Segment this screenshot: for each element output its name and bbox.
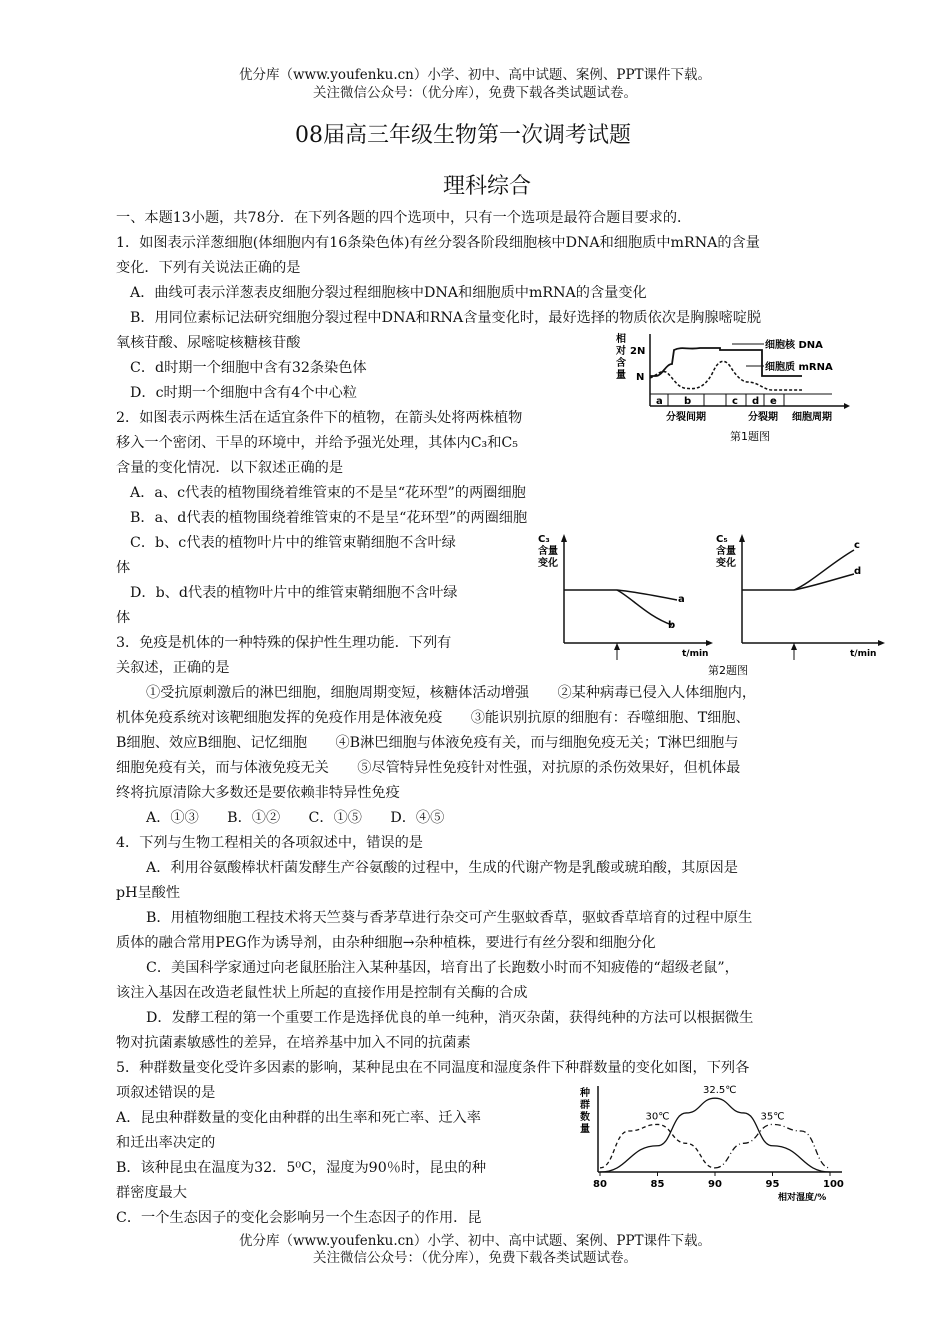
fig5-tick-label: 80 xyxy=(593,1179,607,1190)
q3-stem-1: 3．免疫是机体的一种特殊的保护性生理功能．下列有 xyxy=(116,635,452,651)
q3-statement-1: ①受抗原刺激后的淋巴细胞，细胞周期变短，核糖体活动增强 ②某种病毒已侵入人体细胞内， xyxy=(146,685,757,701)
fig1-phase-e: e xyxy=(770,396,777,407)
fig1-group-mitosis: 分裂期 xyxy=(748,412,778,423)
q5-option-b-2: 群密度最大 xyxy=(116,1185,187,1201)
fig2-label-a: a xyxy=(678,594,685,605)
fig5-tick-label: 90 xyxy=(708,1179,722,1190)
q5-option-a-2: 和迁出率决定的 xyxy=(116,1135,216,1151)
section-intro: 一、本题13小题，共78分．在下列各题的四个选项中，只有一个选项是最符合题目要求的． xyxy=(116,210,692,226)
q1-option-d: D．c时期一个细胞中含有4个中心粒 xyxy=(130,385,357,401)
fig5-tick-label: 85 xyxy=(650,1179,665,1190)
q5-option-c-1: C．一个生态因子的变化会影响另一个生态因子的作用．昆 xyxy=(116,1210,482,1226)
fig1-y-2n: 2N xyxy=(630,346,646,357)
fig1-legend-mrna: 细胞质 mRNA xyxy=(765,362,833,373)
fig1-phase-b: b xyxy=(684,396,692,407)
q2-option-d-1: D．b、d代表的植物叶片中的维管束鞘细胞不含叶绿 xyxy=(130,585,458,601)
fig1-caption: 第1题图 xyxy=(730,430,770,443)
q4-option-c-2: 该注入基因在改造老鼠性状上所起的直接作用是控制有关酶的合成 xyxy=(116,985,528,1001)
q5-option-b-1: B．该种昆虫在温度为32．5⁰C，湿度为90％时，昆虫的种 xyxy=(116,1160,487,1176)
fig1-phase-c: c xyxy=(732,396,738,407)
q4-option-d-2: 物对抗菌素敏感性的差异，在培养基中加入不同的抗菌素 xyxy=(116,1035,471,1051)
q5-stem-1: 5．种群数量变化受许多因素的影响，某种昆虫在不同温度和湿度条件下种群数量的变化如图，下列各 xyxy=(116,1060,750,1076)
fig1-phase-d: d xyxy=(752,396,760,407)
fig1-ylabel-3: 含 xyxy=(616,358,626,369)
fig2-curve-b xyxy=(617,590,672,625)
fig1-axis-end: 细胞周期 xyxy=(792,412,832,423)
q2-stem-3: 含量的变化情况．以下叙述正确的是 xyxy=(116,460,344,476)
q1-option-a: A．曲线可表示洋葱表皮细胞分裂过程细胞核中DNA和细胞质中mRNA的含量变化 xyxy=(130,285,647,301)
q4-option-c-1: C．美国科学家通过向老鼠胚胎注入某种基因，培育出了长跑数小时而不知疲倦的“超级老鼠”， xyxy=(146,960,739,976)
q3-statement-4: 细胞免疫有关，而与体液免疫无关 ⑤尽管特异性免疫针对性强，对抗原的杀伤效果好，但机体最 xyxy=(116,760,741,776)
fig5-ylabel-char: 群 xyxy=(580,1100,590,1111)
q2-stem-2: 移入一个密闭、干旱的环境中，并给予强光处理，其体内C₃和C₅ xyxy=(116,435,518,451)
fig2-right-label-3: 变化 xyxy=(716,558,736,569)
fig5-ylabel xyxy=(579,1086,590,1135)
fig5-series-label-2: 35℃ xyxy=(760,1111,785,1123)
fig5-series-1 xyxy=(600,1098,830,1172)
fig5-ylabel-char: 数 xyxy=(580,1112,590,1123)
header-line-1: 优分库（www.youfenku.cn）小学、初中、高中试题、案例、PPT课件下载。 xyxy=(238,67,712,83)
q2-option-a: A．a、c代表的植物围绕着维管束的不是呈“花环型”的两圈细胞 xyxy=(130,485,526,501)
fig1-group-interphase: 分裂间期 xyxy=(666,412,706,423)
page-title: 08届高三年级生物第一次调考试题 xyxy=(295,123,631,148)
q1-stem-2: 变化．下列有关说法正确的是 xyxy=(116,260,301,276)
q2-option-c-1: C．b、c代表的植物叶片中的维管束鞘细胞不含叶绿 xyxy=(130,535,456,551)
q4-stem: 4．下列与生物工程相关的各项叙述中，错误的是 xyxy=(116,835,423,851)
fig5-xlabel: 相对湿度/% xyxy=(778,1193,827,1203)
fig2-label-d: d xyxy=(854,566,862,577)
q1-option-b-2: 氧核苷酸、尿嘧啶核糖核苷酸 xyxy=(116,335,301,351)
footer-line-2: 关注微信公众号：（优分库），免费下载各类试题试卷。 xyxy=(313,1250,637,1266)
q2-option-c-2: 体 xyxy=(116,560,131,576)
q2-stem-1: 2．如图表示两株生活在适宜条件下的植物，在箭头处将两株植物 xyxy=(116,410,523,426)
fig5-ylabel-char: 种 xyxy=(580,1088,590,1099)
fig2-label-c: c xyxy=(854,540,860,551)
q3-stem-2: 关叙述，正确的是 xyxy=(116,660,230,676)
q5-option-a-1: A．昆虫种群数量的变化由种群的出生率和死亡率、迁入率 xyxy=(116,1110,481,1126)
page-subtitle: 理科综合 xyxy=(442,174,531,199)
fig5-tick-label: 100 xyxy=(823,1179,844,1190)
fig2-xlabel-left: t/min xyxy=(682,649,709,659)
fig5-ylabel-char: 量 xyxy=(580,1124,590,1135)
q3-statement-2: 机体免疫系统对该靶细胞发挥的免疫作用是体液免疫 ③能识别抗原的细胞有：吞噬细胞、T细胞、 xyxy=(116,710,750,726)
q2-option-d-2: 体 xyxy=(116,610,131,626)
q4-option-b-1: B．用植物细胞工程技术将天竺葵与香茅草进行杂交可产生驱蚊香草，驱蚊香草培育的过程中原生 xyxy=(146,910,753,926)
fig1-ylabel-1: 相 xyxy=(616,334,626,345)
fig5-series-label-0: 30℃ xyxy=(645,1111,670,1123)
fig2-caption: 第2题图 xyxy=(708,664,748,677)
q5-stem-2: 项叙述错误的是 xyxy=(116,1085,216,1101)
fig2-xlabel-right: t/min xyxy=(850,649,877,659)
q1-stem-1: 1．如图表示洋葱细胞(体细胞内有16条染色体)有丝分裂各阶段细胞核中DNA和细胞质中mRNA的含量 xyxy=(116,235,760,251)
fig2-label-b: b xyxy=(668,620,676,631)
fig1-ylabel-2: 对 xyxy=(616,346,626,357)
q3-statement-5: 终将抗原清除大多数还是要依赖非特异性免疫 xyxy=(116,785,400,801)
q3-options: A．①③ B．①② C．①⑤ D．④⑤ xyxy=(146,810,445,826)
fig2-right-label-1: C₅ xyxy=(716,534,728,545)
figure-5-chart xyxy=(560,1078,870,1208)
q4-option-d-1: D．发酵工程的第一个重要工作是选择优良的单一纯种，消灭杂菌，获得纯种的方法可以根据微生 xyxy=(146,1010,754,1026)
figure-2-chart xyxy=(532,528,887,683)
q3-statement-3: B细胞、效应B细胞、记忆细胞 ④B淋巴细胞与体液免疫有关，而与细胞免疫无关；T淋巴细胞与 xyxy=(116,735,739,751)
q2-option-b: B．a、d代表的植物围绕着维管束的不是呈“花环型”的两圈细胞 xyxy=(130,510,528,526)
q1-option-b-1: B．用同位素标记法研究细胞分裂过程中DNA和RNA含量变化时，最好选择的物质依次是胸腺嘧啶脱 xyxy=(130,310,762,326)
header-line-2: 关注微信公众号：（优分库），免费下载各类试题试卷。 xyxy=(313,85,637,101)
fig2-right-label-2: 含量 xyxy=(716,546,736,557)
fig2-curve-c xyxy=(794,550,854,590)
fig5-tick-group xyxy=(593,1172,844,1190)
fig2-left-label-1: C₃ xyxy=(538,534,550,545)
fig5-tick-label: 95 xyxy=(765,1179,780,1190)
q4-option-a-1: A．利用谷氨酸棒状杆菌发酵生产谷氨酸的过程中，生成的代谢产物是乳酸或琥珀酸，其原因是 xyxy=(146,860,738,876)
fig1-phase-a: a xyxy=(656,396,663,407)
fig1-legend-dna: 细胞核 DNA xyxy=(765,340,823,351)
q1-option-c: C．d时期一个细胞中含有32条染色体 xyxy=(130,360,367,376)
fig2-left-label-2: 含量 xyxy=(538,546,558,557)
fig5-series-label-1: 32.5℃ xyxy=(703,1085,737,1097)
fig1-ylabel-4: 量 xyxy=(616,370,626,381)
q4-option-b-2: 质体的融合常用PEG作为诱导剂，由杂种细胞→杂种植株，要进行有丝分裂和细胞分化 xyxy=(116,935,656,951)
fig5-series-group xyxy=(600,1085,830,1172)
figure-1-chart xyxy=(612,328,872,448)
q4-option-a-2: pH呈酸性 xyxy=(116,885,181,901)
footer-line-1: 优分库（www.youfenku.cn）小学、初中、高中试题、案例、PPT课件下载。 xyxy=(238,1233,712,1249)
fig2-left-label-3: 变化 xyxy=(538,558,558,569)
fig2-curve-d xyxy=(794,574,854,590)
fig1-y-n: N xyxy=(636,372,645,383)
